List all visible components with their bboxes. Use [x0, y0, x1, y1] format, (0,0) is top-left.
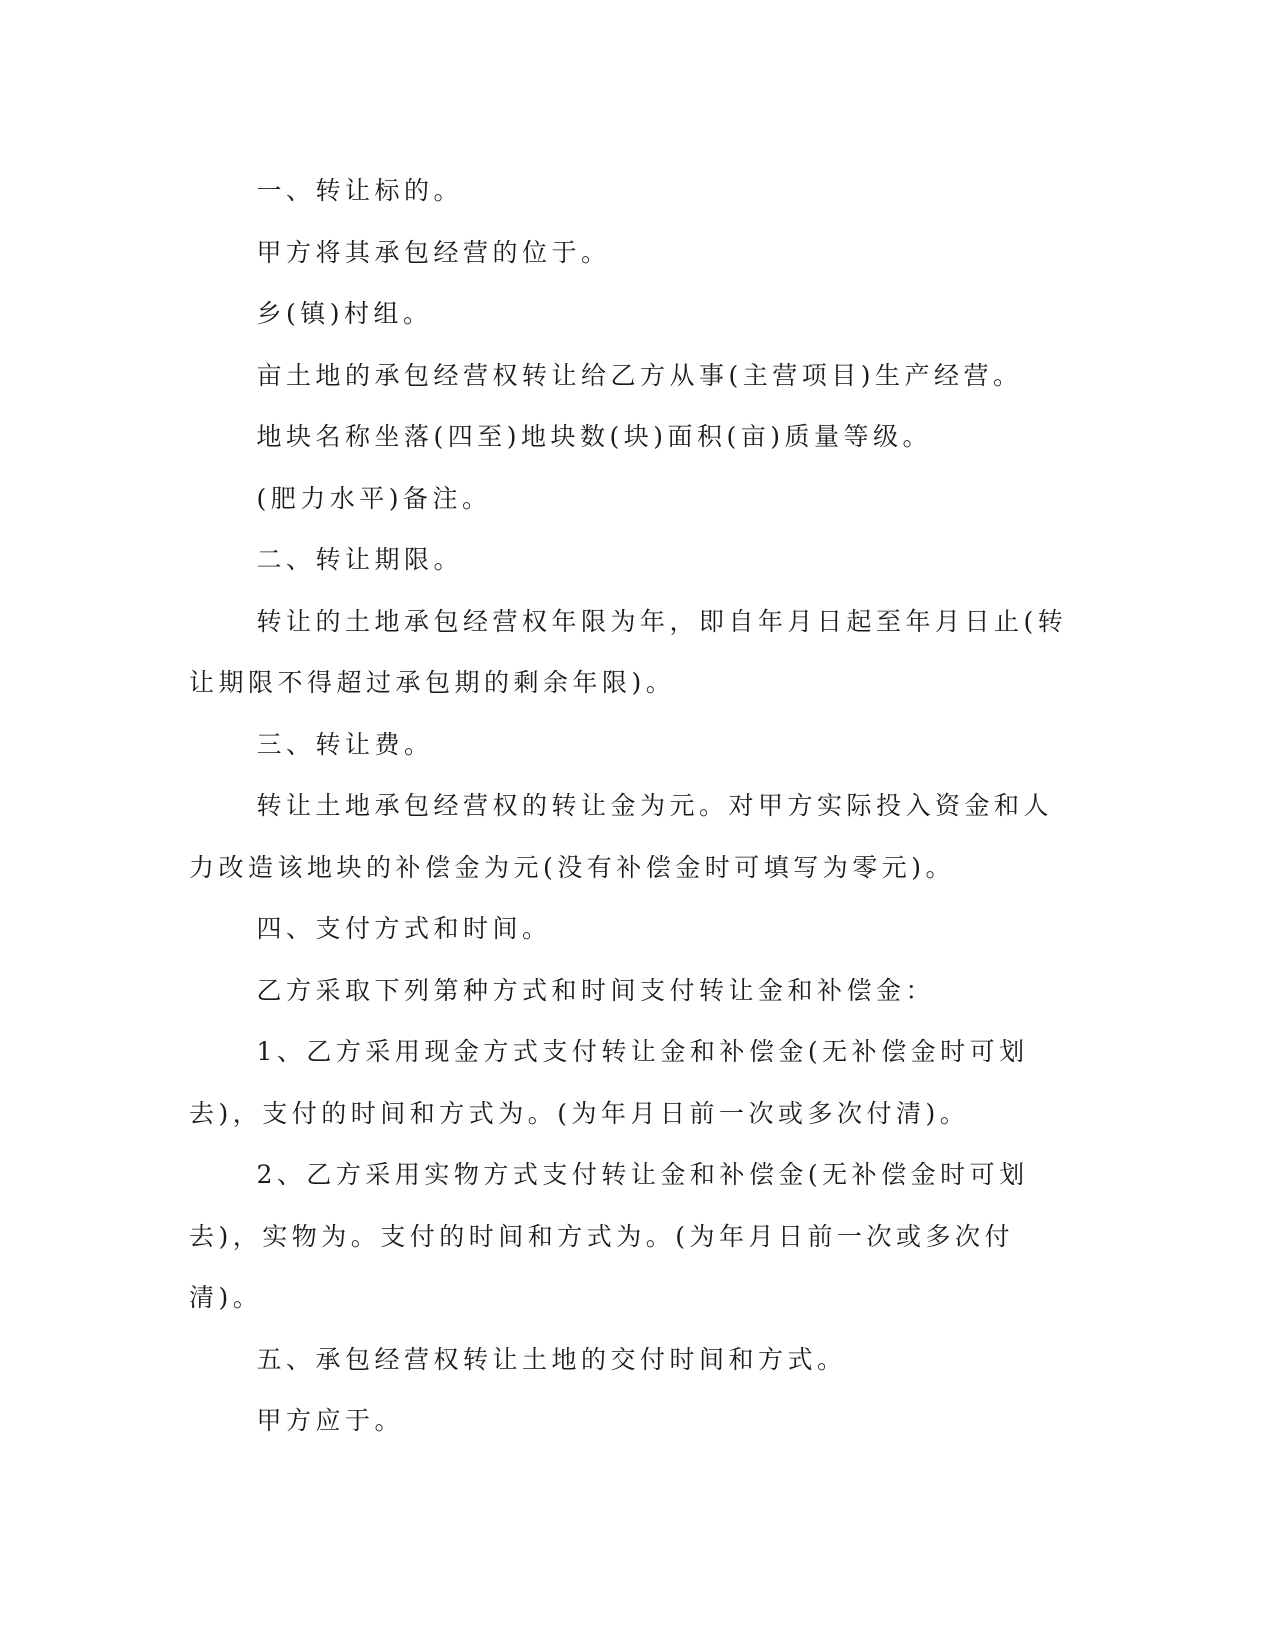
- paragraph: 甲方将其承包经营的位于。: [256, 237, 611, 267]
- paragraph: 甲方应于。: [256, 1406, 405, 1435]
- section-heading-2: 二、转让期限。: [256, 545, 464, 574]
- paragraph: 转让土地承包经营权的转让金为元。对甲方实际投入资金和人力改造该地块的补偿金为元(没有补偿金时可填写为零元)。: [189, 791, 1054, 882]
- section-heading-3: 三、转让费。: [256, 729, 434, 759]
- section-heading-1: 一、转让标的。: [256, 176, 464, 205]
- paragraph: 亩土地的承包经营权转让给乙方从事(主营项目)生产经营。: [256, 360, 1023, 390]
- paragraph: 乡(镇)村组。: [256, 299, 433, 328]
- paragraph: (肥力水平)备注。: [256, 483, 492, 513]
- paragraph: 转让的土地承包经营权年限为年，即自年月日起至年月日止(转让期限不得超过承包期的剩余年限)。: [189, 606, 1068, 697]
- section-heading-4: 四、支付方式和时间。: [256, 914, 552, 943]
- document-body: [189, 160, 1079, 1452]
- list-item: 2、乙方采用实物方式支付转让金和补偿金(无补偿金时可划去)，实物为。支付的时间和方式为。(为年月日前一次或多次付清)。: [189, 1160, 1029, 1312]
- list-item: 1、乙方采用现金方式支付转让金和补偿金(无补偿金时可划去)，支付的时间和方式为。(为年月日前一次或多次付清)。: [189, 1037, 1029, 1128]
- paragraph: 乙方采取下列第种方式和时间支付转让金和补偿金：: [256, 975, 936, 1005]
- paragraph: 地块名称坐落(四至)地块数(块)面积(亩)质量等级。: [256, 422, 933, 451]
- section-heading-5: 五、承包经营权转让土地的交付时间和方式。: [256, 1344, 847, 1374]
